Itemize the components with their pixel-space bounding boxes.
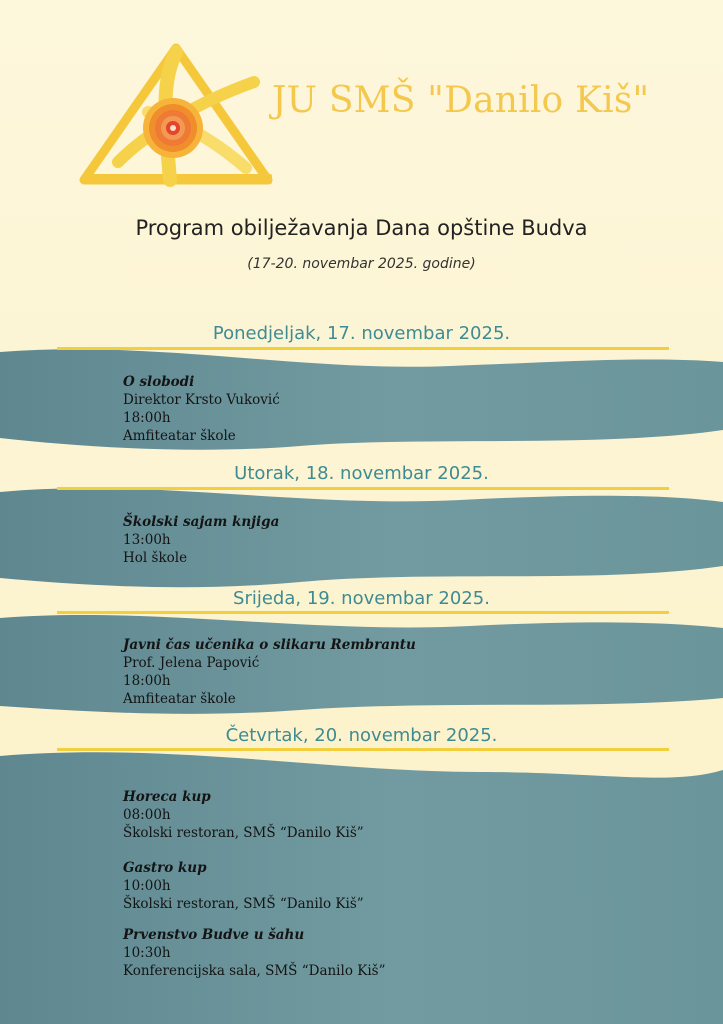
school-name: JU SMŠ "Danilo Kiš" <box>272 80 650 121</box>
event-item <box>123 513 643 567</box>
page-title: Program obilježavanja Dana opštine Budva <box>135 216 588 240</box>
day-divider <box>57 487 669 490</box>
event-title: O slobodi <box>123 374 195 390</box>
event-time: 18:00h <box>123 673 171 689</box>
event-item <box>123 926 643 980</box>
event-location: Amfiteatar škole <box>123 428 236 444</box>
event-location: Školski restoran, SMŠ “Danilo Kiš” <box>123 896 364 912</box>
event-title: Horeca kup <box>123 789 211 805</box>
school-logo-icon <box>78 42 274 188</box>
day-heading-tuesday: Utorak, 18. novembar 2025. <box>234 463 489 484</box>
day-heading-wednesday: Srijeda, 19. novembar 2025. <box>233 588 490 609</box>
event-title: Školski sajam knjiga <box>123 514 280 530</box>
event-item <box>123 373 643 445</box>
event-title: Gastro kup <box>123 860 207 876</box>
event-time: 08:00h <box>123 807 171 823</box>
event-item <box>123 788 643 842</box>
day-heading-thursday: Četvrtak, 20. novembar 2025. <box>225 725 498 746</box>
event-line: Prof. Jelena Papović <box>123 655 260 671</box>
event-title: Prvenstvo Budve u šahu <box>123 927 305 943</box>
event-location: Konferencijska sala, SMŠ “Danilo Kiš” <box>123 963 386 979</box>
event-item <box>123 859 643 913</box>
day-heading-monday: Ponedjeljak, 17. novembar 2025. <box>212 323 511 344</box>
event-time: 18:00h <box>123 410 171 426</box>
day-divider <box>57 347 669 350</box>
event-time: 13:00h <box>123 532 171 548</box>
event-time: 10:30h <box>123 945 171 961</box>
day-divider <box>57 611 669 614</box>
event-title: Javni čas učenika o slikaru Rembrantu <box>123 637 416 653</box>
page-subtitle: (17-20. novembar 2025. godine) <box>247 256 476 272</box>
event-time: 10:00h <box>123 878 171 894</box>
day-divider <box>57 748 669 751</box>
event-line: Direktor Krsto Vuković <box>123 392 280 408</box>
event-location: Amfiteatar škole <box>123 691 236 707</box>
event-location: Školski restoran, SMŠ “Danilo Kiš” <box>123 825 364 841</box>
event-item <box>123 636 643 708</box>
event-location: Hol škole <box>123 550 188 566</box>
